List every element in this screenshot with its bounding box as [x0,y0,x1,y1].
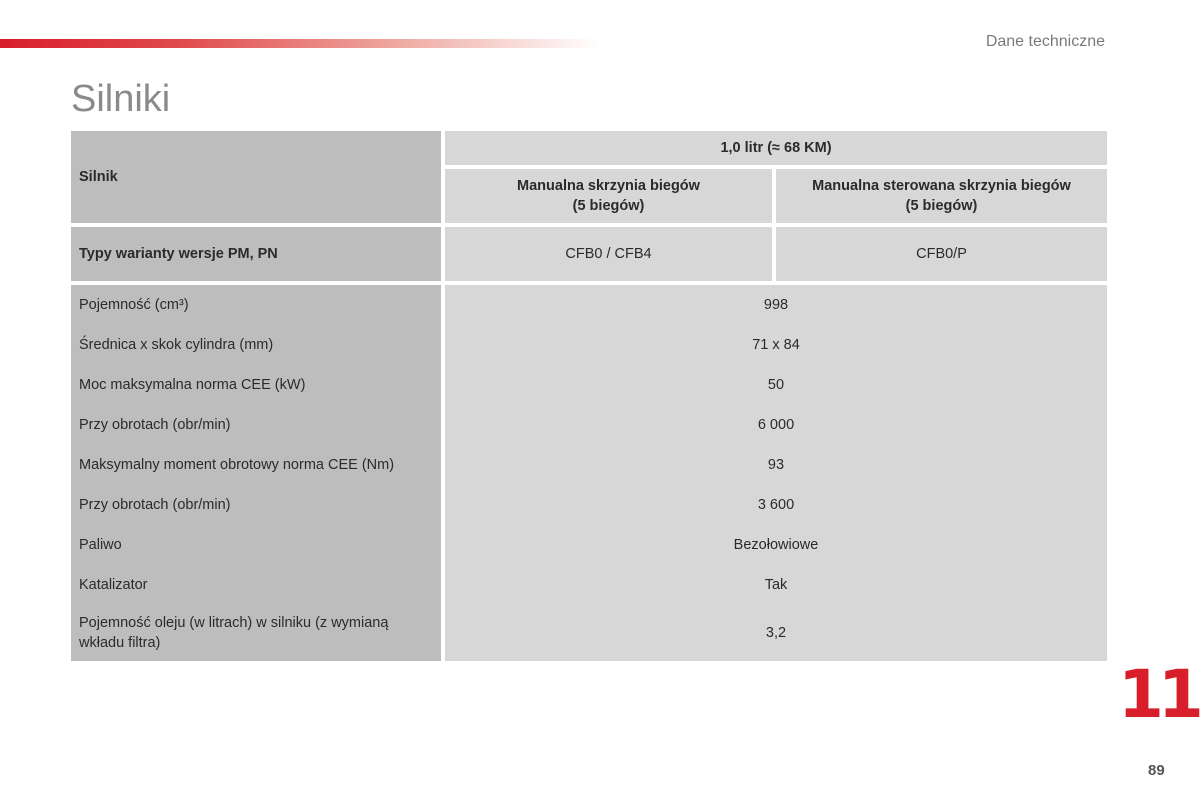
spec-value: 3 600 [445,485,1107,525]
chapter-number: 11 [1118,656,1198,733]
table-row [71,365,1107,405]
table-row [71,325,1107,365]
spec-label: Maksymalny moment obrotowy norma CEE (Nm) [71,445,445,485]
gearbox-2-line1: Manualna sterowana skrzynia biegów [812,178,1071,194]
page-number: 89 [1148,762,1165,779]
gearbox-1-line1: Manualna skrzynia biegów [517,178,700,194]
spec-label: Moc maksymalna norma CEE (kW) [71,365,445,405]
variant-automated: CFB0/P [776,227,1107,281]
table-row [71,485,1107,525]
spec-label: Przy obrotach (obr/min) [71,485,445,525]
spec-value: Tak [445,565,1107,605]
engine-spec-table [71,131,1107,661]
gearbox-2-line2: (5 biegów) [905,198,978,214]
table-row [71,565,1107,605]
spec-label: Średnica x skok cylindra (mm) [71,325,445,365]
table-row [71,605,1107,661]
variant-manual: CFB0 / CFB4 [445,227,776,281]
spec-label: Katalizator [71,565,445,605]
gearbox-header-manual [445,169,776,223]
gearbox-1-line2: (5 biegów) [572,198,645,214]
spec-value: 3,2 [445,605,1107,661]
oil-capacity-label: Pojemność oleju (w litrach) w silniku (z wymianą wkładu filtra) [79,615,389,651]
spec-value: Bezołowiowe [445,525,1107,565]
engine-spec-header: 1,0 litr (≈ 68 KM) [445,131,1107,165]
engine-header-label: Silnik [71,131,445,223]
spec-value: 71 x 84 [445,325,1107,365]
spec-label: Paliwo [71,525,445,565]
spec-label: Przy obrotach (obr/min) [71,405,445,445]
section-label: Dane techniczne [985,33,1105,50]
table-row [71,285,1107,325]
spec-value: 50 [445,365,1107,405]
spec-value: 6 000 [445,405,1107,445]
spec-value: 93 [445,445,1107,485]
gearbox-header-automated [776,169,1107,223]
spec-label [71,605,445,661]
table-row [71,405,1107,445]
page-title: Silniki [71,78,171,120]
spec-label: Pojemność (cm³) [71,285,445,325]
spec-value: 998 [445,285,1107,325]
header-accent-bar [0,39,600,48]
variants-label: Typy warianty wersje PM, PN [71,227,445,281]
table-row [71,525,1107,565]
table-row [71,445,1107,485]
